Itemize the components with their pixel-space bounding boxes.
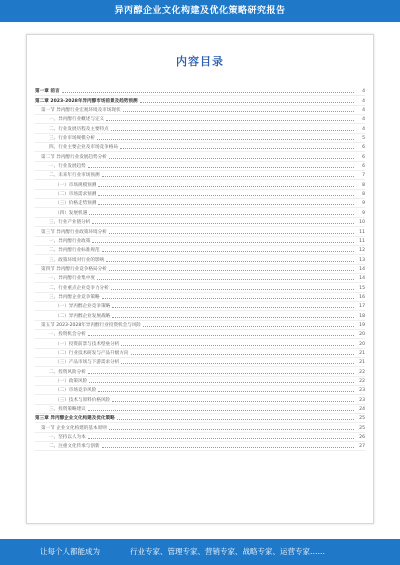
dot-leader xyxy=(121,345,354,346)
dot-leader xyxy=(92,223,354,224)
toc-entry[interactable] xyxy=(35,171,365,180)
toc-entry-label: （二）市场竞争风险 xyxy=(55,388,97,394)
toc-entry-page: 11 xyxy=(359,238,365,244)
toc-entry-label: （三）价格走势预测 xyxy=(55,201,97,207)
toc-entry[interactable] xyxy=(35,330,365,339)
toc-entry-page: 11 xyxy=(359,229,365,235)
toc-entry-page: 4 xyxy=(362,117,365,123)
dot-leader xyxy=(111,289,354,290)
dot-leader xyxy=(62,92,354,93)
toc-entry-label: 二、行业重点企业竞争力分析 xyxy=(49,285,109,291)
toc-entry[interactable] xyxy=(35,143,365,152)
toc-title: 内容目录 xyxy=(176,55,224,68)
toc-entry-label: 第一节 企业文化构建的基本原则 xyxy=(41,425,107,431)
toc-entry-label: 第二节 异丙醇行业发展趋势分析 xyxy=(41,154,107,160)
dot-leader xyxy=(98,391,354,392)
toc-entry-page: 21 xyxy=(359,360,365,366)
toc-entry[interactable] xyxy=(35,321,365,330)
toc-entry-page: 14 xyxy=(359,266,365,272)
dot-leader xyxy=(97,279,354,280)
toc-entry-label: 二、投资风险分析 xyxy=(49,369,86,375)
toc-entry[interactable] xyxy=(35,162,365,171)
dot-leader xyxy=(106,261,354,262)
footer-banner xyxy=(0,539,400,565)
toc-entry[interactable] xyxy=(35,134,365,143)
toc-entry[interactable] xyxy=(35,395,365,404)
toc-entry[interactable] xyxy=(35,433,365,442)
dot-leader xyxy=(140,102,354,103)
dot-leader xyxy=(102,176,354,177)
dot-leader xyxy=(88,335,354,336)
toc-entry[interactable] xyxy=(35,218,365,227)
toc-entry-page: 18 xyxy=(359,313,365,319)
toc-entry[interactable] xyxy=(35,414,365,423)
toc-entry[interactable] xyxy=(35,274,365,283)
toc-entry[interactable] xyxy=(35,358,365,367)
toc-entry[interactable] xyxy=(35,237,365,246)
dot-leader xyxy=(88,438,354,439)
toc-entry-label: 第四节 异丙醇行业竞争格局分析 xyxy=(41,266,107,272)
toc-entry-page: 9 xyxy=(362,201,365,207)
report-title: 异丙醇企业文化构建及优化策略研究报告 xyxy=(114,6,286,16)
dot-leader xyxy=(112,317,354,318)
toc-entry-page: 17 xyxy=(359,304,365,310)
toc-entry[interactable] xyxy=(35,442,365,451)
toc-entry[interactable] xyxy=(35,265,365,274)
dot-leader xyxy=(102,298,354,299)
toc-entry-label: 第三节 异丙醇行业政策环境分析 xyxy=(41,229,107,235)
toc-entry-label: 第二章 2023-2028年异丙醇市场前景及趋势预测 xyxy=(35,98,138,104)
toc-entry-page: 4 xyxy=(362,126,365,132)
toc-entry[interactable] xyxy=(35,255,365,264)
toc-entry-label: 二、注重文化传承与创新 xyxy=(49,444,100,450)
footer-tagline: 行业专家、管理专家、营销专家、战略专家、运营专家…… xyxy=(130,547,325,556)
dot-leader xyxy=(143,326,354,327)
toc-entry-label: 第五节 2023-2028年异丙醇行业投资机会与风险 xyxy=(41,322,142,328)
toc-entry[interactable] xyxy=(35,311,365,320)
toc-entry-label: 二、未来年行业市场预测 xyxy=(49,173,100,179)
toc-entry[interactable] xyxy=(35,246,365,255)
toc-entry[interactable] xyxy=(35,87,365,96)
dot-leader xyxy=(123,111,354,112)
dot-leader xyxy=(111,130,354,131)
toc-entry[interactable] xyxy=(35,405,365,414)
toc-entry-label: （一）投资前景与技术壁垒分析 xyxy=(55,341,120,347)
toc-entry-page: 5 xyxy=(362,136,365,142)
toc-entry-label: 三、异丙醇企业竞争策略 xyxy=(49,294,100,300)
toc-entry-page: 26 xyxy=(359,435,365,441)
dot-leader xyxy=(109,158,354,159)
toc-entry-page: 9 xyxy=(362,210,365,216)
dot-leader xyxy=(88,373,354,374)
dot-leader xyxy=(88,410,354,411)
dot-leader xyxy=(109,270,354,271)
dot-leader xyxy=(89,214,354,215)
toc-entry[interactable] xyxy=(35,293,365,302)
dot-leader xyxy=(97,139,354,140)
toc-entry[interactable] xyxy=(35,423,365,432)
dot-leader xyxy=(98,204,354,205)
toc-entry-label: 一、异丙醇行业政策 xyxy=(49,238,91,244)
toc-entry-page: 23 xyxy=(359,397,365,403)
toc-entry[interactable] xyxy=(35,227,365,236)
toc-entry-label: （一）政策风险 xyxy=(55,379,88,384)
toc-entry-page: 10 xyxy=(359,220,365,226)
toc-entry-page: 6 xyxy=(362,145,365,151)
toc-entry-page: 12 xyxy=(359,248,365,254)
toc-entry[interactable] xyxy=(35,115,365,124)
toc-entry-label: 三、行业产业链分析 xyxy=(49,220,91,226)
toc-entry[interactable] xyxy=(35,377,365,386)
toc-entry-page: 8 xyxy=(362,192,365,198)
toc-entry-label: 一、异丙醇行业集中度 xyxy=(49,276,95,282)
toc-entry-page: 4 xyxy=(362,89,365,95)
toc-entry-page: 16 xyxy=(359,294,365,300)
toc-entry-label: 二、异丙醇行业标准规范 xyxy=(49,248,100,254)
dot-leader xyxy=(89,382,354,383)
toc-entry-label: 三、行业市场规模分析 xyxy=(49,136,95,142)
toc-entry[interactable] xyxy=(35,96,365,105)
toc-entry-page: 23 xyxy=(359,388,365,394)
report-title-banner xyxy=(0,0,400,22)
footer-slogan: 让每个人都能成为 xyxy=(40,547,100,556)
toc-entry-label: （二）行业技术研发与产品升级方向 xyxy=(55,350,129,356)
dot-leader xyxy=(102,251,354,252)
toc-entry[interactable] xyxy=(35,180,365,189)
toc-entry-label: （一）异丙醇企业竞争策略 xyxy=(55,304,111,310)
toc-entry[interactable] xyxy=(35,386,365,395)
toc-entry-label: （二）异丙醇企业发展战略 xyxy=(55,313,111,319)
toc-entry[interactable] xyxy=(35,349,365,358)
toc-entry-label: （三）产品市场与下游需求分析 xyxy=(55,360,120,366)
dot-leader xyxy=(98,195,354,196)
dot-leader xyxy=(121,363,354,364)
toc-entry[interactable] xyxy=(35,283,365,292)
toc-entry[interactable] xyxy=(35,199,365,208)
toc-entry-page: 7 xyxy=(362,173,365,179)
dot-leader xyxy=(106,120,354,121)
toc-entry-label: 第一节 异丙醇行业宏观环境及市场现状 xyxy=(41,108,121,114)
toc-entry[interactable] xyxy=(35,190,365,199)
toc-entry-page: 13 xyxy=(359,257,365,263)
toc-entry-label: 一、坚持以人为本 xyxy=(49,435,86,441)
dot-leader xyxy=(120,148,354,149)
toc-entry-label: 四、行业主要企业及市场竞争格局 xyxy=(49,145,118,151)
toc-entry-page: 22 xyxy=(359,379,365,384)
toc-entry-label: 三、政策环境对行业的影响 xyxy=(49,257,105,263)
toc-entry[interactable] xyxy=(35,208,365,217)
toc-entry-label: 一、行业发展趋势 xyxy=(49,164,86,170)
toc-entry-label: （四）发展机遇 xyxy=(55,210,88,216)
toc-entry-page: 24 xyxy=(359,407,365,413)
dot-leader xyxy=(117,419,354,420)
toc-entry-page: 4 xyxy=(362,98,365,104)
dot-leader xyxy=(112,401,354,402)
toc-entry-label: 二、行业发展历程及主要特点 xyxy=(49,126,109,132)
toc-entry-label: 一、异丙醇行业概述与定义 xyxy=(49,117,105,123)
dot-leader xyxy=(112,307,354,308)
toc-entry-page: 4 xyxy=(362,108,365,114)
toc-entry-label: 一、投资机会分析 xyxy=(49,332,86,338)
dot-leader xyxy=(88,167,354,168)
toc-entry-page: 22 xyxy=(359,369,365,375)
toc-entry-label: （一）市场规模预测 xyxy=(55,182,97,188)
toc-entry-label: （二）市场需求预测 xyxy=(55,192,97,198)
dot-leader xyxy=(92,242,354,243)
toc-entry[interactable] xyxy=(35,302,365,311)
toc-entry-label: 第三章 异丙醇企业文化构建及优化策略 xyxy=(35,416,115,422)
toc-entry-page: 19 xyxy=(359,322,365,328)
toc-entry-page: 15 xyxy=(359,285,365,291)
toc-entry-page: 8 xyxy=(362,182,365,188)
toc-entry-label: （三）技术与原料价格风险 xyxy=(55,397,111,403)
toc-entry[interactable] xyxy=(35,152,365,161)
dot-leader xyxy=(131,354,354,355)
toc-entry-page: 27 xyxy=(359,444,365,450)
table-of-contents xyxy=(35,87,365,451)
toc-entry-page: 20 xyxy=(359,332,365,338)
toc-entry-page: 20 xyxy=(359,341,365,347)
toc-entry[interactable] xyxy=(35,124,365,133)
toc-entry-page: 21 xyxy=(359,350,365,356)
toc-entry-page: 25 xyxy=(359,416,365,422)
toc-entry[interactable] xyxy=(35,106,365,115)
document-page xyxy=(26,34,374,524)
toc-entry-page: 6 xyxy=(362,164,365,170)
dot-leader xyxy=(102,447,354,448)
toc-entry-page: 25 xyxy=(359,425,365,431)
toc-entry-label: 三、投资策略建议 xyxy=(49,407,86,413)
toc-entry[interactable] xyxy=(35,367,365,376)
toc-entry-label: 第一章 前言 xyxy=(35,89,60,95)
toc-entry-page: 14 xyxy=(359,276,365,282)
toc-entry[interactable] xyxy=(35,339,365,348)
toc-entry-page: 6 xyxy=(362,154,365,160)
dot-leader xyxy=(109,429,354,430)
dot-leader xyxy=(109,233,354,234)
dot-leader xyxy=(98,186,354,187)
